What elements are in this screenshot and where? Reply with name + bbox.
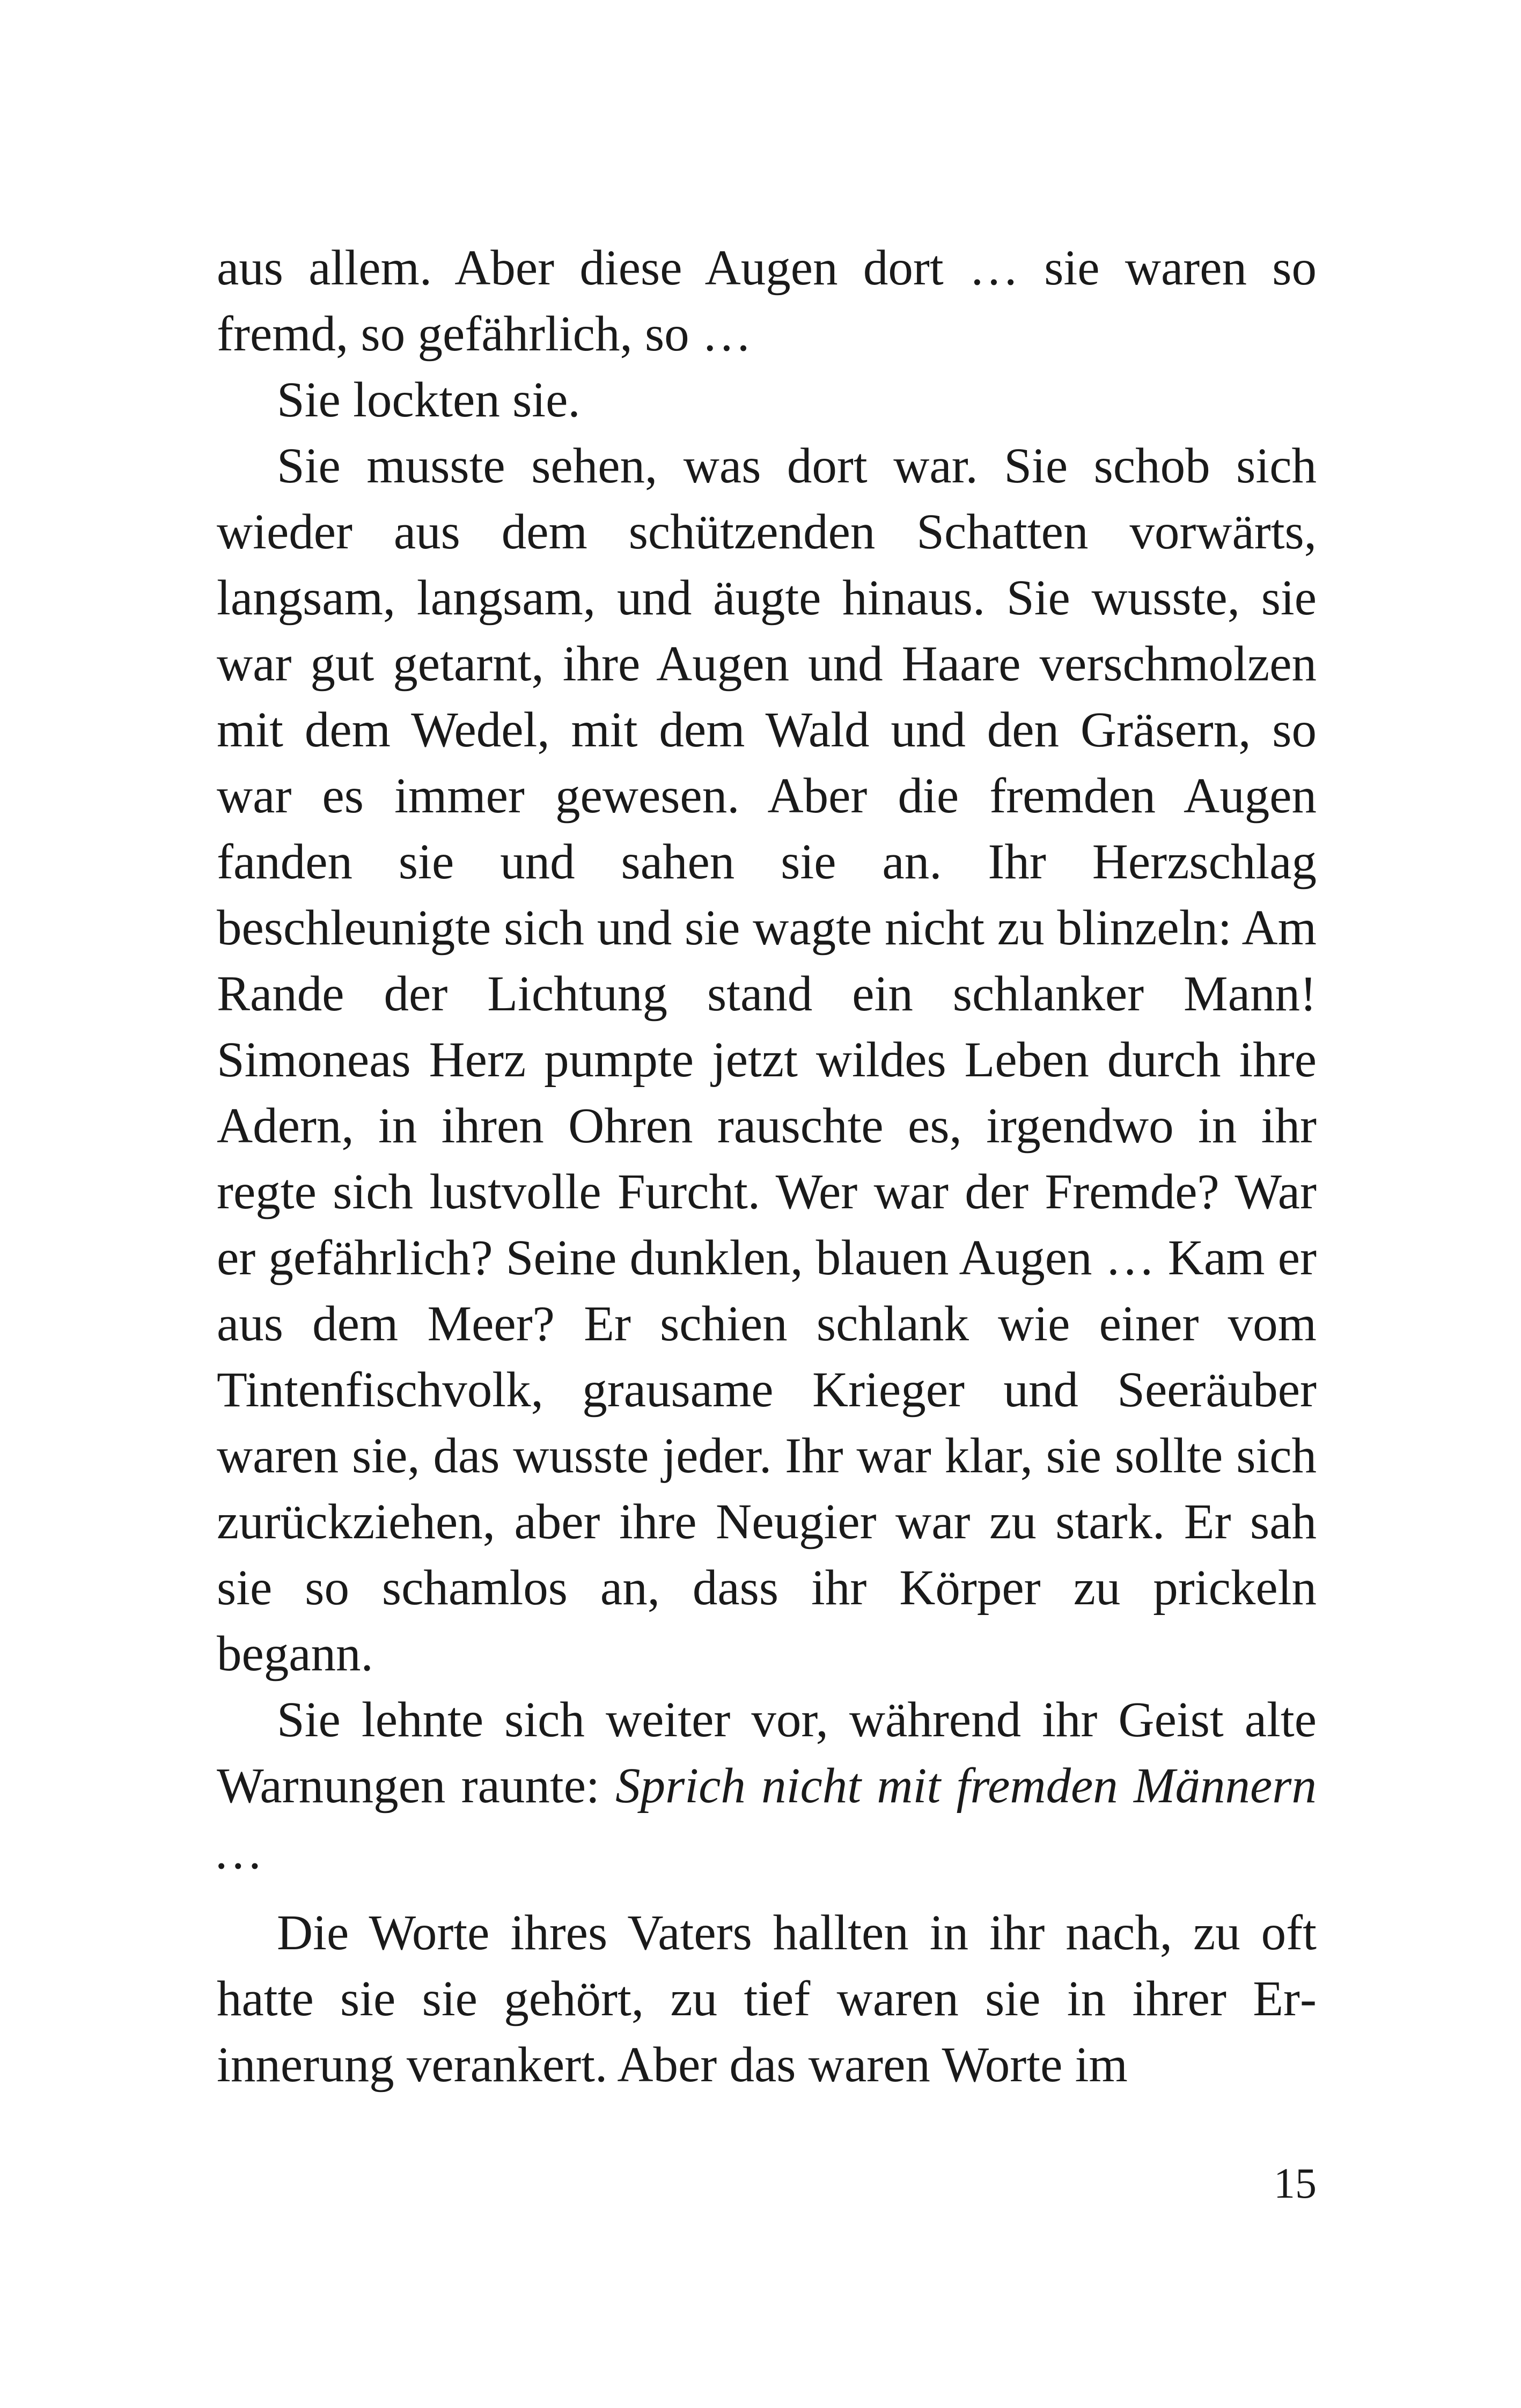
paragraph (217, 1687, 1317, 1885)
paragraph: Die Worte ihres Vaters hallten in ihr nach, zu oft hatte sie sie gehört, zu tief waren sie in ihrer Erinnerung verankert. Aber das waren Worte im (217, 1905, 1317, 2093)
paragraph-text: Sie lehnte sich weiter vor, während ihr Geist alte Warnungen raunte: (217, 1692, 1317, 1814)
page-body (217, 235, 1317, 2098)
paragraph: Sie musste sehen, was dort war. Sie schob sich wieder aus dem schützenden Schatten vorwärts, langsam, langsam, und äugte hinaus. Sie wusste, sie war gut getarnt, ihre Augen und Haare verschmolzen mit dem Wedel, mit dem Wald und den Gräsern, so war es immer gewesen. Aber die fremden Augen fanden sie und sahen sie an. Ihr Herzschlag beschleunigte sich und sie wagte nicht zu blinzeln: Am Rande der Lichtung stand ein schlanker Mann! Simoneas Herz pumpte jetzt wildes Leben durch ihre Adern, in ihren Ohren rauschte es, irgendwo in ihr regte sich lustvolle Furcht. Wer war der Fremde? War er gefährlich? Seine dunklen, blauen Augen … Kam er aus dem Meer? Er schien schlank wie einer vom Tintenfischvolk, grausame Krieger und Seeräuber waren sie, das wusste jeder. Ihr war klar, sie sollte sich zurückziehen, aber ihre Neugier war zu stark. Er sah sie so schamlos an, dass ihr Körper zu prickeln begann. (217, 438, 1317, 1682)
paragraph: aus allem. Aber diese Augen dort … sie waren so fremd, so gefährlich, so … (217, 240, 1317, 362)
italic-quote: Sprich nicht mit fremden Männern … (217, 1758, 1317, 1880)
page-number: 15 (1274, 2160, 1317, 2207)
paragraph: Sie lockten sie. (277, 372, 581, 428)
